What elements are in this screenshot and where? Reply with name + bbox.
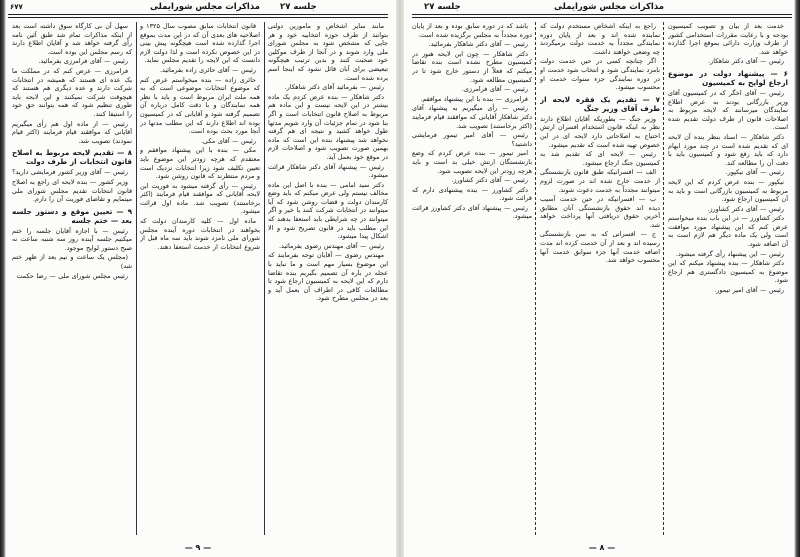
paragraph: (مجلس یک ساعت و نیم بعد از ظهر ختم شد) [12,253,132,271]
scan-edge-shadow [0,0,6,557]
paragraph: رئیس — آقای امیر تیمور فرمایشی داشتید؟ [412,131,532,148]
paragraph: رئیس — آقای امیر تیمور. [714,286,784,295]
paragraph: دکتر کشاورز — در این باب بنده میخواستم عرض کنم که این پیشنهاد مورد موافقت است ولی یک ماده دیگر هم لازم است به آن اضافه شود. [668,214,788,249]
left-column-middle [140,22,260,535]
left-header-session: جلسه ۲۷ [280,2,317,12]
paragraph: رئیس — آقای دکتر شاهکار. [708,57,784,66]
paragraph: راجع به اینکه اشخاص مستخدم دولت که نماینده شده اند و بعد از پایان دوره نمایندگی مجدداً به خدمت دولت برمیگردند چه وضعی خواهند داشت. [540,22,660,56]
right-page [404,0,800,557]
paragraph: رئیس — آقای وزیر کشور فرمایشی دارید؟ [12,168,128,177]
left-column-divider-1 [264,22,265,535]
paragraph: رئیس — آقای نیکپور. [725,168,784,177]
section-heading: ۷ — تقدیم یک فقره لایحه از طرف آقای وزیر جنگ [540,94,660,113]
paragraph: باشد که در دوره سابق بوده و بعد از پایان دوره مجدداً به مجلس برگزیده شده است. [412,22,532,39]
paragraph: مهندس رضوی — آقایان توجه بفرمایند که این موضوع بسیار مهم است و ما نباید با عجله در باره آن تصمیم بگیریم بنده تقاضا دارم که این لایحه به کمیسیون ارجاع شود تا مطالعات کافی در اطراف آن بعمل آید و بعد در مجلس مطرح شود. [268,251,388,303]
section-heading: ۸ — تقدیم لایحه مربوط به اصلاح قانون انتخابات از طرف دولت [12,148,132,167]
paragraph: رئیس — بفرمائید آقای دکتر شاهکار. [284,83,384,92]
right-header-rule [412,14,792,18]
paragraph: رئیس — آقای دکتر کشاورز. [707,204,784,213]
paragraph: ج — افسرانی که به سن بازنشستگی رسیده اند و بعد از آن خدمت کرده اند مدت اضافه خدمت آنها جزء سوابق خدمت آنها محسوب خواهد شد. [540,230,660,265]
paragraph: سهل آن بی کارگاه سوق داشته است بعد از اینکه مذاکرات تمام شد طبق آئین نامه رأی گرفته خواهد شد و آقایان اطلاع دارند که رسم مجلس این بوده است. [12,22,132,56]
paragraph: فرامرزی — عرض کنم که در مملکت ما یک عده ای هستند که همیشه در انتخابات شرکت دارند و عده دیگری هم هستند که هیچوقت شرکت نمیکنند و این لایحه باید طوری تنظیم شود که همه بتوانند حق خود را استیفا کنند. [12,66,132,118]
right-column-divider-2 [535,22,536,535]
paragraph: رئیس مجلس شورای ملی — رضا حکمت [16,271,128,280]
left-header-title: مذاکرات مجلس شورایملی [150,2,261,12]
paragraph: وزیر کشور — بنده لایحه ای راجع به اصلاح قانون انتخابات تقدیم مجلس شورای ملی مینمایم و تقاضای فوریت آن را دارم. [12,177,132,204]
section-heading: ۹ — تعیین موقع و دستور جلسه بعد — ختم جلسه [12,206,132,225]
left-header-rule [8,14,388,18]
paragraph: مکی — بنده با این پیشنهاد موافقم و معتقدم که هرچه زودتر این موضوع باید تعیین تکلیف شود زیرا انتخابات نزدیک است و مردم منتظرند که قانون روشن شود. [140,146,260,181]
paragraph: رئیس — رأی گرفته میشود به فوریت این لایحه آقایانی که موافقند قیام فرمایند (اکثر برخاستند) تصویب شد. ماده اول قرائت میشود. [140,181,260,216]
paragraph: رئیس — آقای فرامرزی. [461,85,528,94]
paragraph: رئیس — پیشنهاد آقای دکتر شاهکار قرائت میشود. [268,162,388,180]
left-page-number: — ۹ — [184,543,212,552]
paragraph: الف — افسرانیکه طبق قانون بازنشستگی از خدمت خارج شده اند در صورت لزوم میتوانند مجدداً به خدمت دعوت شوند. [540,168,660,194]
paragraph: رئیس — آقای حائری زاده بفرمائید. [159,65,256,74]
paragraph: دکتر سید امامی — بنده با اصل این ماده مخالف نیستم ولی عرض میکنم که باید وضع کارمندان دولت و قضات روشن شود که آیا میتوانند در انتخابات شرکت کنند یا خیر و اگر میتوانند در چه شرایطی باید استعفا بدهند که این مطلب باید در قانون تصریح شود و الا اشکال پیدا میشود. [268,180,388,241]
paragraph: دکتر شاهکار — بنده پیشنهاد میکنم که این موضوع به کمیسیون دادگستری هم ارجاع شود. [668,259,788,285]
paragraph: رئیس — آقای مکی. [200,136,256,145]
paragraph: ماده اول — کلیه کارمندان دولت که بخواهند در انتخابات دوره آینده مجلس شورای ملی نامزد شوند باید سه ماه قبل از شروع انتخابات از خدمت استعفا دهند. [140,217,260,251]
paragraph: رئیس — آقای اخگر که در کمیسیون آقای وزیر بازرگانی بودند به عرض اطلاع نمایندگان میرسانند که لایحه مربوط به اصلاحات قانون از طرف دولت تقدیم شده است. [668,88,788,132]
left-column-right [268,22,388,535]
paragraph: رئیس — این پیشنهاد رأی گرفته میشود. [675,249,784,258]
paragraph: رئیس — رأی میگیریم به پیشنهاد آقای دکتر شاهکار آقایانی که موافقند قیام فرمایند (اکثر برخاستند) تصویب شد. [412,104,532,130]
paragraph: دکتر شاهکار — اسناد بنظر بنده آن لایحه ای که تقدیم شده است در چند مورد ابهام دارد که باید رفع شود و کمیسیون باید با دقت آن را مطالعه کند. [668,132,788,167]
paragraph: رئیس — لایحه ای که تقدیم شد به کمیسیون جنگ ارجاع میشود. [540,150,660,167]
right-header-session: جلسه ۲۷ [424,2,461,12]
paragraph: قانون انتخابات سابق مصوب سال ۱۳۲۵ و اصلاحیه های بعدی آن که در این مدت بموقع اجرا گذارده شده است هیچگونه پیش بینی در این خصوص نکرده است و لذا دولت لازم دانست که این لایحه را تقدیم مجلس نماید. [140,22,260,65]
paragraph: اگر چنانچه کسی در حین خدمت دولت نامزد نمایندگی شود و انتخاب شود خدمت او در دوره نمایندگی جزء سنوات خدمت او محسوب میشود. [540,57,660,92]
scan-edge-shadow-right [794,0,800,557]
right-column-middle [540,22,660,535]
right-column-divider-1 [663,22,664,535]
left-corner-number: ۶۷۷ [10,3,23,11]
paragraph: رئیس — آقای دکتر کشاورز. [451,176,528,185]
paragraph: ب — افسرانیکه در حین خدمت آسیب دیده اند حقوق بازنشستگی آنان مطابق آخرین حقوق دریافتی آنها پرداخت خواهد شد. [540,195,660,229]
right-column-right [668,22,788,535]
paragraph: حائری زاده — بنده میخواستم عرض کنم که موضوع انتخابات موضوعی است که به همه ملت ایران مربوط است و باید با نظر همه نمایندگان و با دقت کامل درباره آن تصمیم گرفته شود و آقایانی که در کمیسیون بوده اند اطلاع دارند که این مطلب مدتها در آنجا مورد بحث بوده است. [140,75,260,136]
paragraph: مانند سایر اشخاص و مامورین دولتی بتوانند از طرف حوزه انتخابیه خود و هر جایی که مشخص شود به مجلس شورای ملی وارد شوند و در آنجا از طرف موکلین خود صحبت کنند و بدین ترتیب هیچگونه تبعیضی برای آنان قائل نشود که اینجا اسم برده شده است. [268,22,388,82]
right-header-title: مذاکرات مجلس شورایملی [554,2,665,12]
paragraph: خدمت بعد از بیان و تصویب کمیسیون بودجه و با رعایت مقررات استخدامی کشور از طرف وزارت دارائی بموقع اجرا گذارده خواهد شد. [668,22,788,56]
left-column-left [12,22,132,535]
paragraph: دکتر شاهکار — بنده عرض کردم یک ماده بیشتر در این لایحه نیست و این ماده هم مربوط به اصلاح قانون انتخابات است و اگر بنا شود در تمام جزئیات آن وارد شویم مدتها طول خواهد کشید و نتیجه ای هم گرفته نخواهد شد پیشنهاد بنده این است که ماده بهمین صورت تصویب شود و اصلاحات لازم در موقع خود بعمل آید. [268,92,388,161]
left-page [0,0,396,557]
book-gutter [396,0,404,557]
paragraph: وزیر جنگ — بطوریکه آقایان اطلاع دارند نظر به اینکه قانون استخدام افسران ارتش احتیاج به اصلاحاتی دارد لایحه ای در این خصوص تهیه شده است که تقدیم میشود. [540,114,660,149]
paragraph: رئیس — پیشنهاد آقای دکتر کشاورز قرائت میشود. [412,203,532,221]
paragraph: دکتر کشاورز — بنده پیشنهادی دارم که قرائت شود. [412,185,532,203]
right-page-number: — ۸ — [588,543,616,552]
right-column-left [412,22,532,535]
paragraph: دکتر شاهکار — چون این لایحه هنوز در کمیسیون مطرح نشده است بنده تقاضا میکنم که فعلاً از دستور خارج شود تا در کمیسیون مطالعه شود. [412,49,532,84]
paragraph: رئیس — آقای دکتر شاهکار بفرمائید. [428,40,528,49]
paragraph: رئیس — آقای فرامرزی بفرمائید. [38,57,128,66]
paragraph: رئیس — با اجازه آقایان جلسه را ختم میکنیم جلسه آینده روز سه شنبه ساعت نه صبح دستور لوایح موجود. [12,226,132,252]
left-column-divider-2 [136,22,137,535]
paragraph: فرامرزی — بنده با این پیشنهاد موافقم. [420,94,528,103]
section-heading: ۶ — پیشنهاد دولت در موضوع ارجاع لوایح به کمیسیون [668,68,788,87]
paragraph: رئیس — آقای مهندس رضوی بفرمائید. [278,241,384,250]
paragraph: نیکپور — بنده عرض کردم که این لایحه مربوط به کمیسیون بازرگانی است و باید به آن کمیسیون ارجاع شود. [668,177,788,204]
paragraph: امیر تیمور — بنده عرض کردم که وضع بازنشستگان ارتش خیلی بد است و باید هرچه زودتر این لایحه تصویب شود. [412,149,532,175]
paragraph: رئیس — از ماده اول هم رأی میگیریم آقایانی که موافقند قیام فرمایند (اکثر قیام نمودند) تصویب شد. [12,119,132,145]
